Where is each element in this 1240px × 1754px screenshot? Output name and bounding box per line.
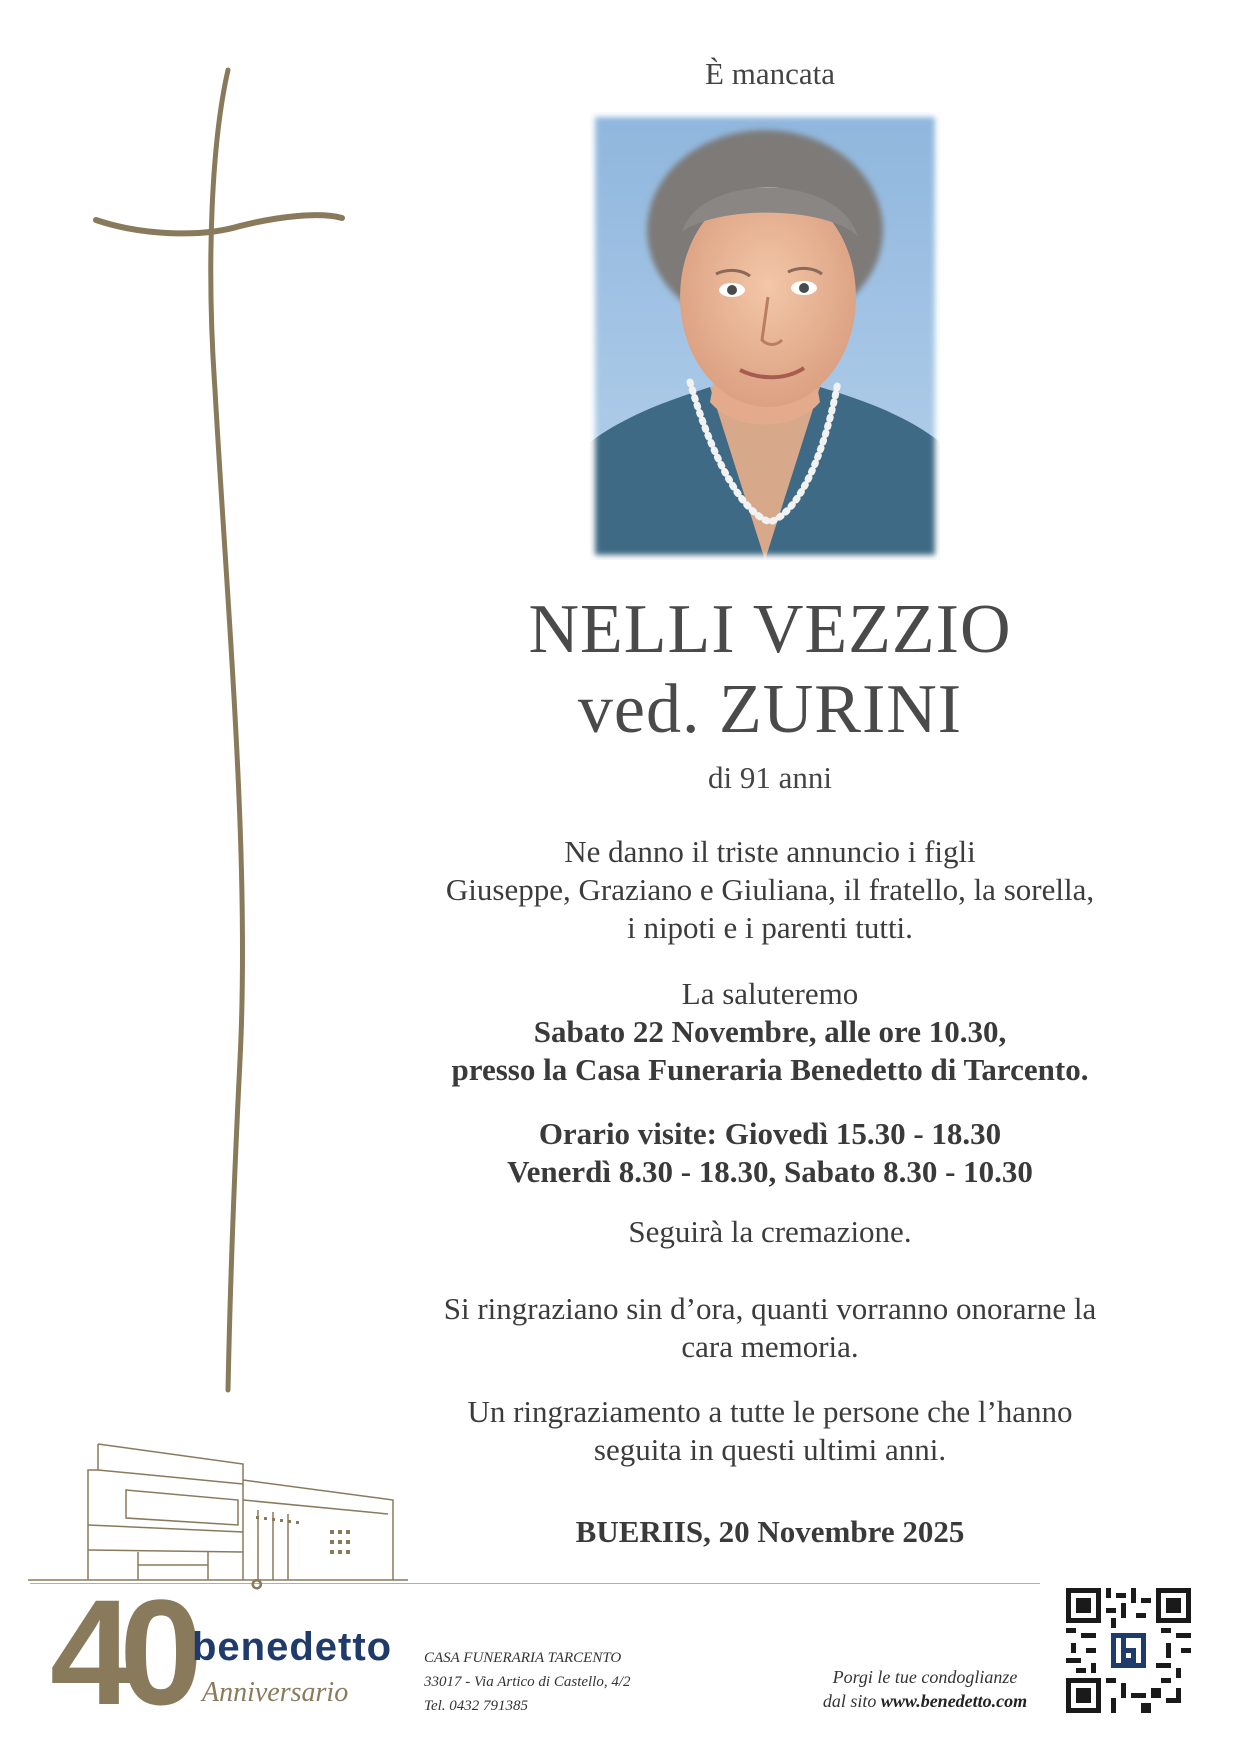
condolence-line: Porgi le tue condoglianze bbox=[832, 1667, 1018, 1687]
thanks-memory bbox=[400, 1290, 1140, 1366]
cross-icon bbox=[80, 60, 350, 1400]
qr-code-icon[interactable] bbox=[1066, 1588, 1191, 1713]
logo-degree: ° bbox=[250, 1573, 264, 1611]
deceased-name: NELLI VEZZIO bbox=[528, 591, 1012, 668]
thanks-line: Si ringraziano sin d’ora, quanti vorranno onorarne la bbox=[443, 1291, 1097, 1326]
farewell-location: presso la Casa Funeraria Benedetto di Tarcento. bbox=[451, 1052, 1089, 1087]
logo-tagline: Anniversario bbox=[202, 1677, 349, 1708]
condolence-prefix: dal sito bbox=[822, 1691, 881, 1711]
deceased-married-name: ved. ZURINI bbox=[577, 671, 963, 748]
address-line: 33017 - Via Artico di Castello, 4/2 bbox=[424, 1674, 631, 1690]
portrait-photo bbox=[590, 112, 940, 560]
logo-brand: benedetto bbox=[192, 1625, 393, 1669]
benedetto-40-logo bbox=[50, 1568, 393, 1745]
announcement-line: Giuseppe, Graziano e Giuliana, il fratello, la sorella, bbox=[445, 872, 1095, 907]
farewell-intro: La saluteremo bbox=[681, 976, 859, 1011]
thanks-people bbox=[400, 1393, 1140, 1469]
announcement-line: Ne danno il triste annuncio i figli bbox=[564, 834, 976, 869]
deceased-age: di 91 anni bbox=[708, 760, 832, 795]
thanks-line: cara memoria. bbox=[681, 1329, 859, 1364]
thanks-line: Un ringraziamento a tutte le persone che l’hanno bbox=[467, 1394, 1073, 1429]
announcement-line: i nipoti e i parenti tutti. bbox=[627, 910, 913, 945]
visiting-hours-line: Venerdì 8.30 - 18.30, Sabato 8.30 - 10.30 bbox=[507, 1154, 1033, 1189]
address-line: CASA FUNERARIA TARCENTO bbox=[424, 1650, 622, 1666]
condolence-note bbox=[790, 1665, 1060, 1713]
address-line: Tel. 0432 791385 bbox=[424, 1698, 529, 1714]
thanks-line: seguita in questi ultimi anni. bbox=[593, 1432, 947, 1467]
place-date: BUERIIS, 20 Novembre 2025 bbox=[575, 1514, 965, 1549]
intro-text: È mancata bbox=[705, 56, 835, 91]
website-link[interactable]: www.benedetto.com bbox=[880, 1691, 1028, 1711]
farewell-date: Sabato 22 Novembre, alle ore 10.30, bbox=[533, 1014, 1007, 1049]
visiting-hours-line: Orario visite: Giovedì 15.30 - 18.30 bbox=[538, 1116, 1002, 1151]
visiting-hours bbox=[400, 1115, 1140, 1191]
farewell-block bbox=[400, 975, 1140, 1089]
funeral-home-address bbox=[424, 1646, 631, 1718]
cremation-note: Seguirà la cremazione. bbox=[628, 1214, 912, 1249]
condolence-line bbox=[790, 1689, 1060, 1713]
logo-number: 40 bbox=[50, 1568, 189, 1736]
announcement bbox=[400, 833, 1140, 947]
